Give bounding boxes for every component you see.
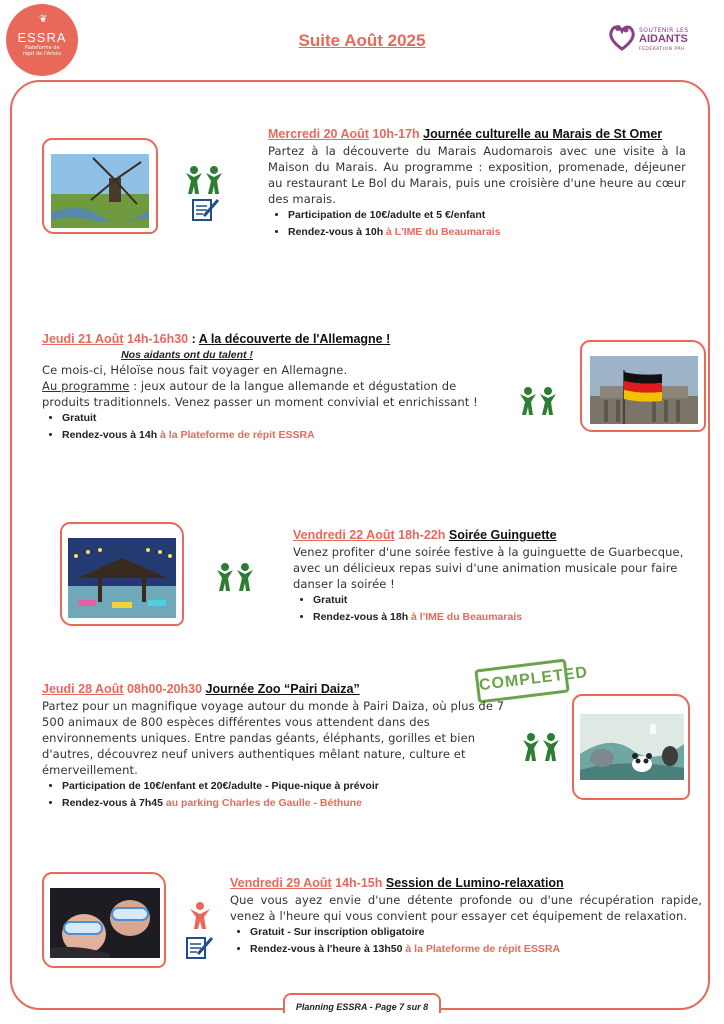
group-activity-icon (521, 732, 561, 762)
event-mercredi-20 (268, 126, 686, 241)
event4-photo-frame (572, 694, 690, 800)
event-description: Partez à la découverte du Marais Audomarois avec une visite à la Maison du Marais. Au programme : exposition, promenade, déjeuner au restaurant Le Bol du Marais, puis une croisière d'une heure au cœur des marais. (268, 144, 686, 206)
event-heading (230, 875, 702, 892)
event-meeting-point: • Rendez-vous à 18h à l'IME du Beaumarais (313, 609, 693, 626)
event-time: 14h-16h30 (126, 332, 189, 346)
event-details (42, 778, 507, 812)
event-time: 14h-15h (335, 876, 383, 890)
guinguette-photo (68, 538, 176, 618)
event-price: • Participation de 10€/enfant et 20€/adulte - Pique-nique à prévoir (62, 778, 507, 795)
event-heading (293, 527, 693, 544)
event-details (268, 207, 686, 241)
event-price: • Participation de 10€/adulte et 5 €/enfant (288, 207, 686, 224)
event-details (42, 410, 502, 444)
group-activity-icon (184, 165, 224, 195)
event-heading (42, 681, 507, 698)
event-heading (268, 126, 686, 143)
completed-stamp: COMPLETED (474, 659, 569, 704)
event-description: Partez pour un magnifique voyage autour du monde à Pairi Daiza, où plus de 7 500 animaux de 800 espèces différentes vous attendent dans des environnements uniques. Entre pandas géants, éléphants, gorilles et bien d'autres, découvrez neuf univers authentiques mêlant nature, culture et émerveillement. (42, 699, 505, 777)
event-date: Jeudi 21 Août (42, 332, 124, 346)
event-description: Que vous ayez envie d'une détente profonde ou d'une récupération rapide, venez à l'heure qui vous convient pour essayer cet équipement de relaxation. (230, 893, 702, 923)
leaf-icon: ❦ (39, 14, 48, 25)
pairi-daiza-photo (580, 714, 684, 780)
event-price: • Gratuit (62, 410, 502, 427)
event3-photo-frame (60, 522, 184, 626)
event-time: 10h-17h (372, 127, 420, 141)
event-details (293, 592, 693, 626)
event-description: Venez profiter d'une soirée festive à la guinguette de Guarbecque, avec un délicieux repas suivi d'une animation musicale pour faire danser la soirée ! (293, 545, 684, 591)
event-meeting-point: • Rendez-vous à 10h à L'IME du Beaumarais (288, 224, 686, 241)
event5-photo-frame (42, 872, 166, 968)
individual-activity-icon (189, 902, 211, 930)
event-vendredi-29 (230, 875, 702, 958)
event-subtitle: Nos aidants ont du talent ! (121, 349, 253, 361)
partner-logo (608, 22, 718, 58)
event-description: Au programme : jeux autour de la langue allemande et dégustation de produits traditionnels. Venez passer un moment convivial et enrichissant ! (42, 379, 478, 409)
event-time: 18h-22h (398, 528, 446, 542)
event-title: Journée culturelle au Marais de St Omer (423, 127, 663, 141)
event-date: Jeudi 28 Août (42, 682, 124, 696)
logo-name: ESSRA (17, 30, 67, 45)
footer-text: Planning ESSRA - Page 7 sur 8 (295, 1002, 429, 1012)
page-footer (283, 993, 441, 1013)
partner-line2: AIDANTS (639, 33, 688, 45)
event-title: A la découverte de l'Allemagne ! (198, 332, 391, 346)
lumino-relaxation-photo (50, 888, 160, 958)
event-title: Session de Lumino-relaxation (385, 876, 564, 890)
registration-form-icon (184, 934, 214, 960)
event-title: Journée Zoo “Pairi Daiza” (205, 682, 360, 696)
event-date: Mercredi 20 Août (268, 127, 369, 141)
event2-photo-frame (580, 340, 706, 432)
partner-line1: SOUTENIR LES (639, 27, 689, 34)
group-activity-icon (518, 386, 558, 416)
event-details (230, 924, 702, 958)
event-price: • Gratuit - Sur inscription obligatoire (250, 924, 702, 941)
event-date: Vendredi 29 Août (230, 876, 332, 890)
event-date: Vendredi 22 Août (293, 528, 395, 542)
heart-people-icon (608, 22, 636, 52)
event-meeting-point: • Rendez-vous à 14h à la Plateforme de répit ESSRA (62, 427, 502, 444)
event-meeting-point: • Rendez-vous à l'heure à 13h50 à la Plateforme de répit ESSRA (250, 941, 702, 958)
registration-form-icon (190, 196, 220, 222)
page-title: Suite Août 2025 (298, 31, 426, 50)
event-jeudi-21 (42, 331, 502, 444)
event-vendredi-22 (293, 527, 693, 626)
event-jeudi-28 (42, 681, 507, 812)
event-meeting-point: • Rendez-vous à 7h45 au parking Charles de Gaulle - Béthune (62, 795, 507, 812)
windmill-marsh-photo (51, 154, 149, 228)
partner-line3: FÉDÉRATION PRH (639, 47, 686, 52)
event1-photo-frame (42, 138, 158, 234)
logo-subtitle: Plateforme de répit de l'Artois (22, 45, 62, 57)
reichstag-flag-photo (590, 356, 698, 424)
group-activity-icon (215, 562, 255, 592)
event-description-intro: Ce mois-ci, Héloïse nous fait voyager en Allemagne. (42, 363, 348, 377)
event-time: 08h00-20h30 (126, 682, 203, 696)
event-price: • Gratuit (313, 592, 693, 609)
event-title: Soirée Guinguette (448, 528, 557, 542)
event-heading: Jeudi 21 Août 14h-16h30 : A la découverte de l'Allemagne ! (42, 332, 391, 346)
